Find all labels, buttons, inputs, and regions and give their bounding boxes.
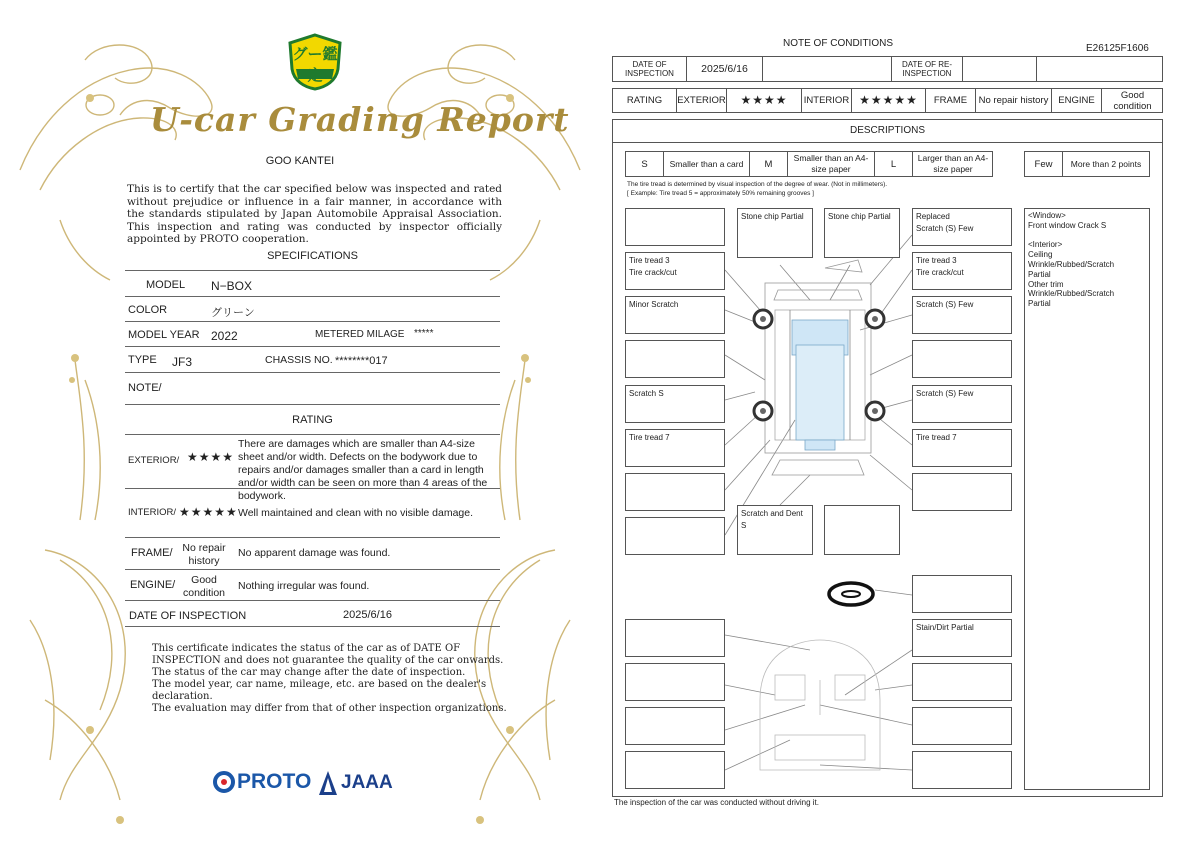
legend-m-text: Smaller than an A4-size paper <box>788 152 875 176</box>
frame-value: No repair history <box>182 542 226 567</box>
type-value: JF3 <box>172 355 193 369</box>
exterior-description: There are damages which are smaller than A4-size sheet and/or width. Defects on the bodywork due to repairs and/or damages smaller than a card in length and/or width can be seen on more than 4 areas of the bodywork. <box>238 438 488 502</box>
interior-stars: ★★★★★ <box>852 89 926 112</box>
frame-value: No repair history <box>976 89 1052 112</box>
note-box-interior-right: Stain/Dirt Partial <box>912 619 1012 657</box>
rating-heading: RATING <box>292 414 333 426</box>
note-box <box>625 340 725 378</box>
note-box <box>625 663 725 701</box>
note-box <box>625 517 725 555</box>
note-box-top-right: Replaced Scratch (S) Few <box>912 208 1012 246</box>
engine-label: ENGINE <box>1052 89 1102 112</box>
note-box-top-center-right: Stone chip Partial <box>824 208 900 258</box>
inspection-date-label: DATE OF INSPECTION <box>129 610 247 622</box>
date-of-inspection-value: 2025/6/16 <box>687 57 763 81</box>
note-box <box>912 340 1012 378</box>
color-value: グリーン <box>211 307 255 319</box>
interior-description: Well maintained and clean with no visible damage. <box>238 507 474 519</box>
tread-note-line: [ Example: Tire tread 5 = approximately 50% remaining grooves ] <box>627 190 814 197</box>
note-box <box>625 707 725 745</box>
engine-value: Good condition <box>182 574 226 599</box>
divider <box>125 372 500 373</box>
disclaimer-line: This certificate indicates the status of the car as of DATE OF <box>152 643 461 654</box>
tread-note-line: The tire tread is determined by visual inspection of the degree of wear. (Not in millimeters). <box>627 181 888 188</box>
specifications-heading: SPECIFICATIONS <box>267 250 358 262</box>
jaaa-mark-icon <box>318 770 338 796</box>
metered-mileage-value: ***** <box>414 328 434 339</box>
interior-stars: ★★★★★ <box>179 505 238 519</box>
date-of-inspection-label: DATE OF INSPECTION <box>613 57 687 81</box>
legend-few: Few <box>1025 152 1063 176</box>
additional-notes-panel: <Window> Front window Crack S <Interior> Ceiling Wrinkle/Rubbed/Scratch Partial Other trim Wrinkle/Rubbed/Scratch Partial <box>1024 208 1150 790</box>
chassis-value: ********017 <box>335 355 388 367</box>
note-box-right-side: Scratch (S) Few <box>912 385 1012 423</box>
note-box <box>824 505 900 555</box>
metered-mileage-label: METERED MILAGE <box>315 329 405 340</box>
report-subtitle: GOO KANTEI <box>265 155 335 167</box>
frame-label: FRAME/ <box>131 547 173 559</box>
note-box <box>625 208 725 246</box>
footer-note: The inspection of the car was conducted without driving it. <box>614 798 819 807</box>
disclaimer-line: INSPECTION and does not guarantee the quality of the car onwards. <box>152 655 504 666</box>
proto-logo <box>213 770 311 794</box>
note-box <box>912 663 1012 701</box>
inspection-date-value: 2025/6/16 <box>343 609 392 621</box>
note-box-left-front-tire: Tire tread 3 Tire crack/cut <box>625 252 725 290</box>
engine-value: Good condition <box>1113 89 1152 112</box>
model-year-value: 2022 <box>211 329 238 343</box>
interior-label: INTERIOR <box>802 89 852 112</box>
note-box-left-scratch: Minor Scratch <box>625 296 725 334</box>
exterior-label: EXTERIOR/ <box>128 455 180 466</box>
note-box <box>625 751 725 789</box>
jaaa-logo <box>318 770 393 796</box>
note-of-conditions <box>600 0 1200 848</box>
note-box <box>912 473 1012 511</box>
engine-label: ENGINE/ <box>130 579 176 591</box>
jaaa-logo-text: JAAA <box>341 772 393 793</box>
interior-label: INTERIOR/ <box>128 507 177 518</box>
frame-description: No apparent damage was found. <box>238 547 391 559</box>
note-box <box>912 707 1012 745</box>
exterior-label: EXTERIOR <box>677 89 727 112</box>
note-box <box>912 751 1012 789</box>
note-box-right-front-tire: Tire tread 3 Tire crack/cut <box>912 252 1012 290</box>
model-year-label: MODEL YEAR <box>128 329 200 341</box>
note-box-left-rear-tire: Tire tread 7 <box>625 429 725 467</box>
descriptions-heading: DESCRIPTIONS <box>612 119 1163 143</box>
divider <box>125 488 500 489</box>
divider <box>125 346 500 347</box>
engine-description: Nothing irregular was found. <box>238 580 370 592</box>
divider <box>125 404 500 405</box>
certificate-intro: This is to certify that the car specified below was inspected and rated without prejudice or influence in a fair manner, in accordance with the standards stipulated by Japan Automobile Appraisal Association. This inspection and rating was conducted by inspector officially appointed by PROTO cooperation. <box>127 183 502 245</box>
disclaimer-line: declaration. <box>152 691 213 702</box>
note-box <box>625 473 725 511</box>
disclaimer-line: The status of the car may change after the date of inspection. <box>152 667 466 678</box>
legend-s: S <box>626 152 664 176</box>
exterior-stars: ★★★★ <box>727 89 802 112</box>
conditions-title: NOTE OF CONDITIONS <box>783 38 893 49</box>
badge-mark: グー鑑定 <box>292 46 338 84</box>
divider <box>125 296 500 297</box>
note-box-bottom-center: Scratch and Dent S <box>737 505 813 555</box>
model-value: N−BOX <box>211 279 253 293</box>
report-code: E26125F1606 <box>1086 43 1149 54</box>
note-label: NOTE/ <box>128 382 162 394</box>
model-label: MODEL <box>146 279 186 291</box>
note-box-right-scratch: Scratch (S) Few <box>912 296 1012 334</box>
disclaimer <box>152 643 507 715</box>
color-label: COLOR <box>128 304 168 316</box>
report-title: U-car Grading Report <box>150 100 570 139</box>
note-box <box>912 575 1012 613</box>
note-box-left-side: Scratch S <box>625 385 725 423</box>
exterior-stars: ★★★★ <box>187 450 235 464</box>
goo-kantei-badge <box>288 33 342 91</box>
frame-label: FRAME <box>926 89 976 112</box>
divider <box>125 626 500 627</box>
legend-s-text: Smaller than a card <box>664 152 750 176</box>
legend-m: M <box>750 152 788 176</box>
divider <box>125 434 500 435</box>
legend-l-text: Larger than an A4-size paper <box>917 153 989 174</box>
legend-l: L <box>875 152 913 176</box>
divider <box>125 537 500 538</box>
proto-logo-text: PROTO <box>237 770 312 793</box>
divider <box>125 270 500 271</box>
disclaimer-line: The model year, car name, mileage, etc. are based on the dealer's <box>152 679 487 690</box>
rating-label: RATING <box>613 89 677 112</box>
date-of-reinspection-label: DATE OF RE-INSPECTION <box>892 57 963 81</box>
legend-few-text: More than 2 points <box>1070 158 1142 169</box>
note-box-right-rear-tire: Tire tread 7 <box>912 429 1012 467</box>
chassis-label: CHASSIS NO. <box>265 354 333 366</box>
divider <box>125 600 500 601</box>
type-label: TYPE <box>128 354 157 366</box>
divider <box>125 569 500 570</box>
note-box <box>625 619 725 657</box>
divider <box>125 321 500 322</box>
proto-mark-icon <box>213 771 235 793</box>
note-box-top-center-left: Stone chip Partial <box>737 208 813 258</box>
disclaimer-line: The evaluation may differ from that of other inspection organizations. <box>152 703 507 714</box>
